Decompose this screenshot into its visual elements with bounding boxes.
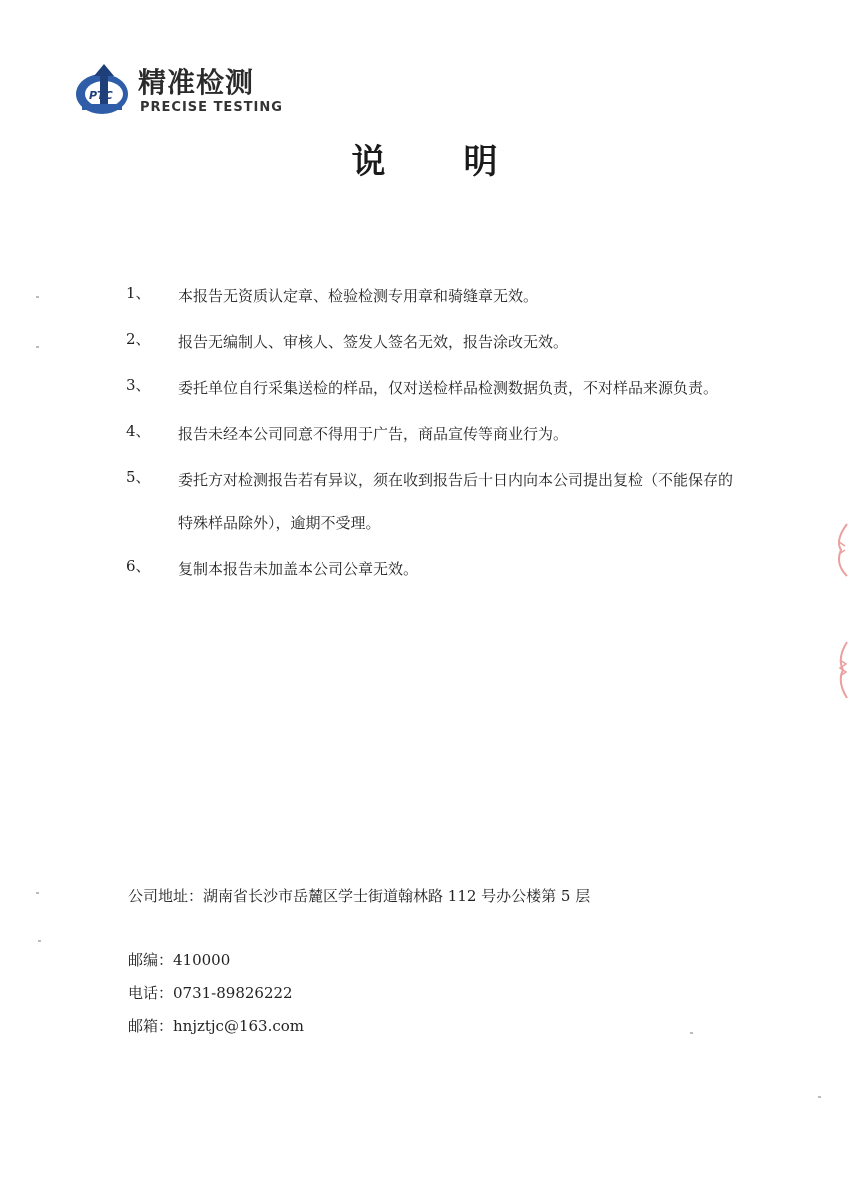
contact-info xyxy=(128,884,590,1047)
note-text: 委托单位自行采集送检的样品，仅对送检样品检测数据负责，不对样品来源负责。 xyxy=(178,379,719,397)
seal-fragment-icon xyxy=(831,640,849,700)
note-number: 2、 xyxy=(126,330,151,348)
company-address: 公司地址：湖南省长沙市岳麓区学士街道翰林路 112 号办公楼第 5 层 xyxy=(128,887,591,905)
scan-speck xyxy=(36,892,39,894)
note-item xyxy=(126,548,736,591)
phone: 电话：0731-89826222 xyxy=(128,984,293,1002)
ptc-logo-icon xyxy=(74,62,134,120)
scan-speck xyxy=(36,296,39,298)
note-item xyxy=(126,413,736,456)
note-number: 1、 xyxy=(126,284,151,302)
note-text: 复制本报告未加盖本公司公章无效。 xyxy=(178,560,419,578)
note-item xyxy=(126,367,736,410)
note-text: 本报告无资质认定章、检验检测专用章和骑缝章无效。 xyxy=(178,287,539,305)
scan-speck xyxy=(690,1032,693,1034)
company-logo xyxy=(74,62,284,122)
logo-name-cn: 精准检测 xyxy=(138,66,255,99)
note-text: 委托方对检测报告若有异议，须在收到报告后十日内向本公司提出复检（不能保存的特殊样品除外），逾期不受理。 xyxy=(178,471,734,532)
page-title: 说明 xyxy=(351,142,576,182)
note-item xyxy=(126,321,736,364)
postcode: 邮编：410000 xyxy=(128,951,231,969)
notes-list xyxy=(126,278,736,597)
note-text: 报告未经本公司同意不得用于广告，商品宣传等商业行为。 xyxy=(178,425,569,443)
scan-speck xyxy=(36,346,39,348)
note-number: 4、 xyxy=(126,422,151,440)
note-item xyxy=(126,459,736,545)
note-number: 5、 xyxy=(126,468,151,486)
note-number: 3、 xyxy=(126,376,151,394)
note-number: 6、 xyxy=(126,557,151,575)
scan-speck xyxy=(38,940,41,942)
note-text: 报告无编制人、审核人、签发人签名无效，报告涂改无效。 xyxy=(178,333,569,351)
logo-mark-text: PTC xyxy=(89,89,113,102)
email: 邮箱：hnjztjc@163.com xyxy=(128,1017,305,1035)
scan-speck xyxy=(818,1096,821,1098)
logo-name-en: PRECISE TESTING xyxy=(140,100,283,115)
seal-fragment-icon xyxy=(831,520,849,580)
note-item xyxy=(126,275,736,318)
